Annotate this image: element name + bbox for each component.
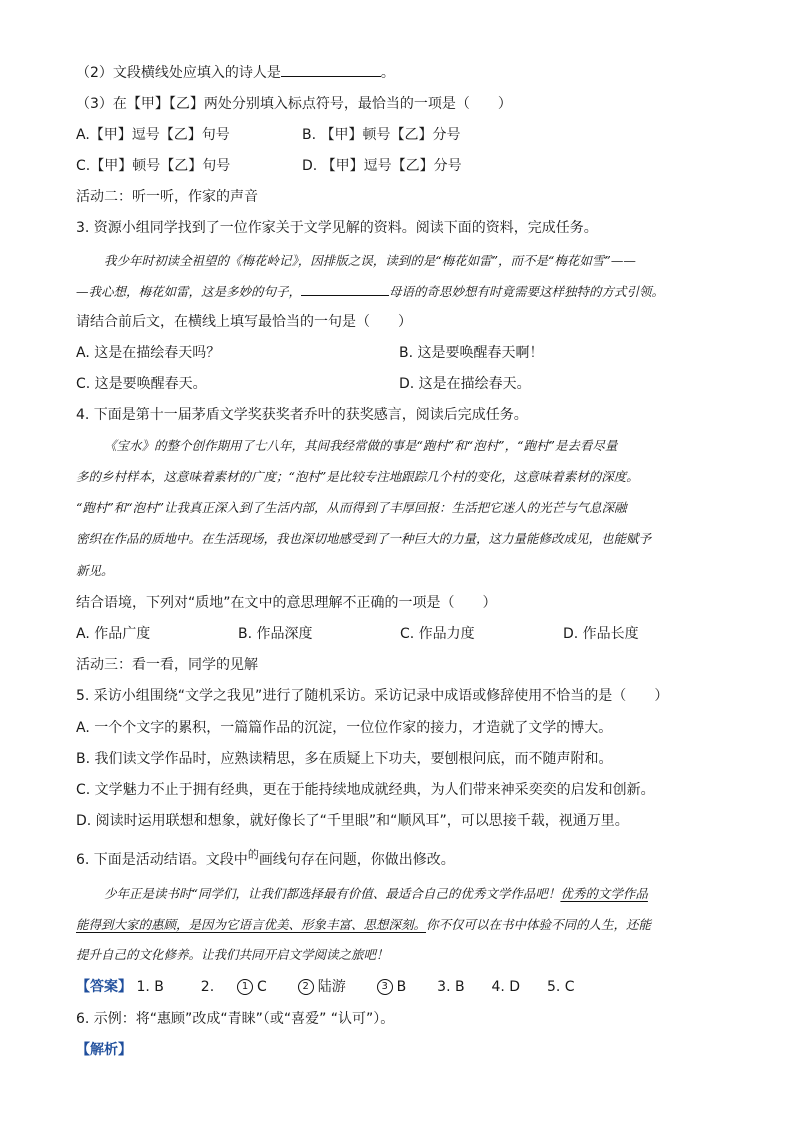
q4-option-d: D. 作品长度 bbox=[563, 626, 639, 642]
q3-prompt bbox=[76, 312, 412, 332]
activity-3-heading: 活动三：看一看，同学的见解 bbox=[76, 657, 258, 673]
q3-option-d: D. 这是在描绘春天。 bbox=[399, 376, 531, 392]
q4-stem: 4. 下面是第十一届茅盾文学奖获奖者乔叶的获奖感言，阅读后完成任务。 bbox=[76, 407, 528, 423]
q5-stem-close: ） bbox=[654, 688, 669, 704]
q3-option-b: B. 这是要唤醒春天啊！ bbox=[399, 345, 544, 361]
q3-quote-line1: 我少年时初读全祖望的《梅花岭记》，因排版之误，读到的是“梅花如雷”，而不是“梅花如雪”—— bbox=[104, 253, 636, 268]
q2-sub3-text: （3）在【甲】【乙】两处分别填入标点符号，最恰当的一项是（ bbox=[76, 96, 470, 112]
q6-quote-line2 bbox=[76, 916, 651, 934]
q5-option-c: C. 文学魅力不止于拥有经典，更在于能持续地成就经典，为人们带来神采奕奕的启发和创新。 bbox=[76, 782, 655, 798]
q4-quote-line4: 密织在作品的质地中。在生活现场，我也深切地感受到了一种巨大的力量，这力量能修改成见，也能赋予 bbox=[76, 531, 652, 546]
q6-quote-line1 bbox=[104, 885, 648, 903]
q6-quote-line3: 提升自己的文化修养。让我们共同开启文学阅读之旅吧！ bbox=[76, 947, 389, 962]
q5-stem-text: 5. 采访小组围绕“文学之我见”进行了随机采访。采访记录中成语或修辞使用不恰当的是（ bbox=[76, 688, 627, 704]
q5-stem bbox=[76, 686, 668, 706]
q4-prompt-close: ） bbox=[482, 595, 497, 611]
answer-blank bbox=[281, 62, 381, 77]
q3-quote-line2b: 母语的奇思妙想有时竟需要这样独特的方式引领。 bbox=[389, 284, 665, 299]
answer-6: 6. 示例：将“惠顾”改成“青睐”（或“喜爱” “认可”）。 bbox=[76, 1011, 395, 1027]
q4-quote-line1: 《宝水》的整个创作期用了七八年，其间我经常做的事是“跑村”和“泡村”，“跑村”是去看尽量 bbox=[104, 438, 618, 453]
answer-tag: 【答案】 bbox=[76, 979, 132, 995]
circled-1-icon: 1 bbox=[237, 979, 253, 995]
q3-prompt-close: ） bbox=[398, 314, 412, 330]
q2-sub2 bbox=[76, 62, 395, 83]
answer-4: 4. D bbox=[491, 979, 521, 995]
answer-2: 2. bbox=[200, 979, 215, 995]
q4-quote-line2: 多的乡村样本，这意味着素材的广度；“泡村”是比较专注地跟踪几个村的变化，这意味着素材的深度。 bbox=[76, 469, 639, 484]
q3-quote-line2a: —我心想，梅花如雷，这是多妙的句子， bbox=[76, 284, 302, 299]
q5-option-a: A. 一个个文字的累积，一篇篇作品的沉淀，一位位作家的接力，才造就了文学的博大。 bbox=[76, 720, 613, 736]
option-d: D. 【甲】逗号【乙】分号 bbox=[302, 158, 462, 174]
q2-sub3 bbox=[76, 94, 512, 114]
q4-option-c: C. 作品力度 bbox=[400, 626, 475, 642]
q4-quote-line5: 新见。 bbox=[76, 563, 114, 578]
answer-2-1: C bbox=[257, 979, 267, 995]
answer-3: 3. B bbox=[437, 979, 465, 995]
q3-option-c: C. 这是要唤醒春天。 bbox=[76, 376, 207, 392]
q2-sub3-close: ） bbox=[497, 96, 512, 112]
q6-stem-sup: 的 bbox=[247, 848, 259, 861]
q4-prompt bbox=[76, 593, 497, 613]
q2-sub2-suffix: 。 bbox=[380, 65, 395, 81]
q6-stem-b: 画线句存在问题，你做出修改。 bbox=[258, 852, 455, 868]
answer-2-3: B bbox=[396, 979, 407, 995]
q3-option-a: A. 这是在描绘春天吗？ bbox=[76, 345, 221, 361]
answer-1: 1. B bbox=[136, 979, 164, 995]
q6-quote-l1a: 少年正是读书时“同学们，让我们都选择最有价值、最适合自己的优秀文学作品吧！ bbox=[104, 886, 561, 901]
q4-option-a: A. 作品广度 bbox=[76, 626, 151, 642]
q3-prompt-text: 请结合前后文，在横线上填写最恰当的一句是（ bbox=[76, 314, 370, 330]
answer-2-2: 陆游 bbox=[317, 979, 346, 995]
answer-5: 5. C bbox=[546, 979, 575, 995]
q5-option-b: B. 我们读文学作品时，应熟读精思，多在质疑上下功夫，要刨根问底，而不随声附和。 bbox=[76, 751, 613, 767]
activity-2-heading: 活动二：听一听，作家的声音 bbox=[76, 189, 258, 205]
answer-line bbox=[76, 977, 575, 997]
option-b: B. 【甲】顿号【乙】分号 bbox=[302, 127, 461, 143]
q3-stem: 3. 资源小组同学找到了一位作家关于文学见解的资料。阅读下面的资料，完成任务。 bbox=[76, 220, 598, 236]
q6-stem-a: 6. 下面是活动结语。文段中 bbox=[76, 852, 248, 868]
q5-option-d: D. 阅读时运用联想和想象，就好像长了“千里眼”和“顺风耳”，可以思接千载，视通万里。 bbox=[76, 813, 629, 829]
q3-quote-line2 bbox=[76, 283, 664, 301]
q6-stem bbox=[76, 850, 455, 871]
q4-prompt-text: 结合语境，下列对“质地”在文中的意思理解不正确的一项是（ bbox=[76, 595, 455, 611]
q6-underlined-a: 优秀的文学作品 bbox=[560, 886, 648, 901]
analysis-tag: 【解析】 bbox=[76, 1042, 132, 1058]
q4-quote-line3: “跑村”和“泡村”让我真正深入到了生活内部，从而得到了丰厚回报：生活把它迷人的光芒与气息深融 bbox=[76, 500, 627, 515]
circled-2-icon: 2 bbox=[298, 979, 314, 995]
q2-sub2-text: （2）文段横线处应填入的诗人是 bbox=[76, 65, 281, 81]
circled-3-icon: 3 bbox=[377, 979, 393, 995]
option-a: A.【甲】逗号【乙】句号 bbox=[76, 127, 230, 143]
q6-quote-l2b: 你不仅可以在书中体验不同的人生，还能 bbox=[426, 917, 652, 932]
answer-blank bbox=[301, 283, 389, 296]
q6-underlined-b: 能得到大家的惠顾，是因为它语言优美、形象丰富、思想深刻。 bbox=[76, 917, 427, 932]
option-c: C.【甲】顿号【乙】句号 bbox=[76, 158, 231, 174]
q4-option-b: B. 作品深度 bbox=[238, 626, 313, 642]
